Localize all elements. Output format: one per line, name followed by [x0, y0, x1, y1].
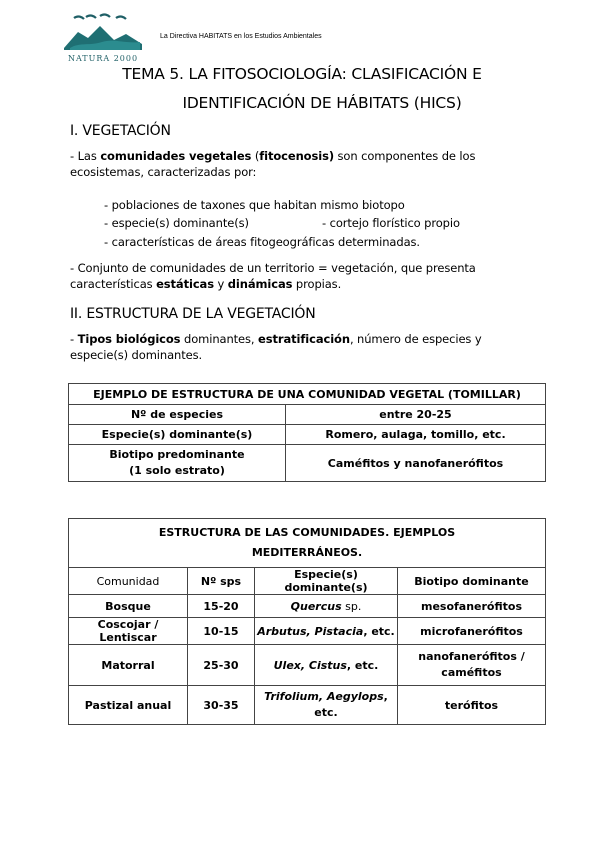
table-cell: entre 20-25: [286, 405, 546, 425]
table-row: [69, 595, 546, 618]
table-row: [69, 618, 546, 645]
logo-text: NATURA 2000: [67, 54, 139, 63]
table-cell: microfanerófitos: [398, 618, 546, 645]
table-cell: Ulex, Cistus, etc.: [255, 645, 398, 686]
column-header: Biotipo dominante: [398, 568, 546, 595]
paragraph-conjunto: - Conjunto de comunidades de un territorio = vegetación, que presenta características estáticas y dinámicas propias.: [70, 261, 476, 291]
bullet-cortejo-floristico: - cortejo florístico propio: [322, 216, 460, 230]
table-cell: nanofanerófitos / caméfitos: [398, 645, 546, 686]
table-row: [69, 405, 546, 425]
table-cell: Caméfitos y nanofanerófitos: [286, 445, 546, 482]
table-cell: Matorral: [69, 645, 188, 686]
table-cell: Coscojar / Lentiscar: [69, 618, 188, 645]
table-cell: Biotipo predominante (1 solo estrato): [69, 445, 286, 482]
section-heading-vegetacion: I. VEGETACIÓN: [70, 123, 171, 139]
page-title-line-2: IDENTIFICACIÓN DE HÁBITATS (HICS): [182, 94, 462, 112]
table-cell: Trifolium, Aegylops, etc.: [255, 686, 398, 725]
table-cell: Romero, aulaga, tomillo, etc.: [286, 425, 546, 445]
natura-2000-logo: [60, 8, 146, 64]
table-header-row: [69, 568, 546, 595]
table-cell: Especie(s) dominante(s): [69, 425, 286, 445]
paragraph-tipos-biologicos: - Tipos biológicos dominantes, estratificación, número de especies y especie(s) dominantes.: [70, 332, 482, 362]
column-header: Nº sps: [188, 568, 255, 595]
paragraph-comunidades: - Las comunidades vegetales (fitocenosis) son componentes de los ecosistemas, caracterizadas por:: [70, 149, 476, 179]
mediterranean-communities-table: [68, 518, 546, 725]
table-cell: mesofanerófitos: [398, 595, 546, 618]
med-table-title: ESTRUCTURA DE LAS COMUNIDADES. EJEMPLOS MEDITERRÁNEOS.: [69, 519, 546, 568]
table-cell: Quercus sp.: [255, 595, 398, 618]
bullet-caracteristicas: - características de áreas fitogeográficas determinadas.: [104, 235, 420, 249]
bullet-poblaciones: - poblaciones de taxones que habitan mismo biotopo: [104, 198, 405, 212]
table-row: [69, 686, 546, 725]
table-cell: Pastizal anual: [69, 686, 188, 725]
running-title: La Directiva HABITATS en los Estudios Ambientales: [160, 33, 322, 40]
table-cell: Nº de especies: [69, 405, 286, 425]
bullet-especies-dominantes: - especie(s) dominante(s): [104, 216, 249, 230]
table-cell: Arbutus, Pistacia, etc.: [255, 618, 398, 645]
column-header: Especie(s) dominante(s): [255, 568, 398, 595]
table-row: [69, 425, 546, 445]
column-header: Comunidad: [69, 568, 188, 595]
table-cell: 10-15: [188, 618, 255, 645]
example-table-title: EJEMPLO DE ESTRUCTURA DE UNA COMUNIDAD VEGETAL (TOMILLAR): [69, 384, 546, 405]
table-row: [69, 445, 546, 482]
table-cell: 30-35: [188, 686, 255, 725]
example-structure-table: [68, 383, 546, 482]
table-row: [69, 645, 546, 686]
table-cell: Bosque: [69, 595, 188, 618]
table-cell: terófitos: [398, 686, 546, 725]
page-title-line-1: TEMA 5. LA FITOSOCIOLOGÍA: CLASIFICACIÓN E: [122, 65, 482, 83]
section-heading-estructura: II. ESTRUCTURA DE LA VEGETACIÓN: [70, 306, 316, 322]
table-cell: 15-20: [188, 595, 255, 618]
table-cell: 25-30: [188, 645, 255, 686]
